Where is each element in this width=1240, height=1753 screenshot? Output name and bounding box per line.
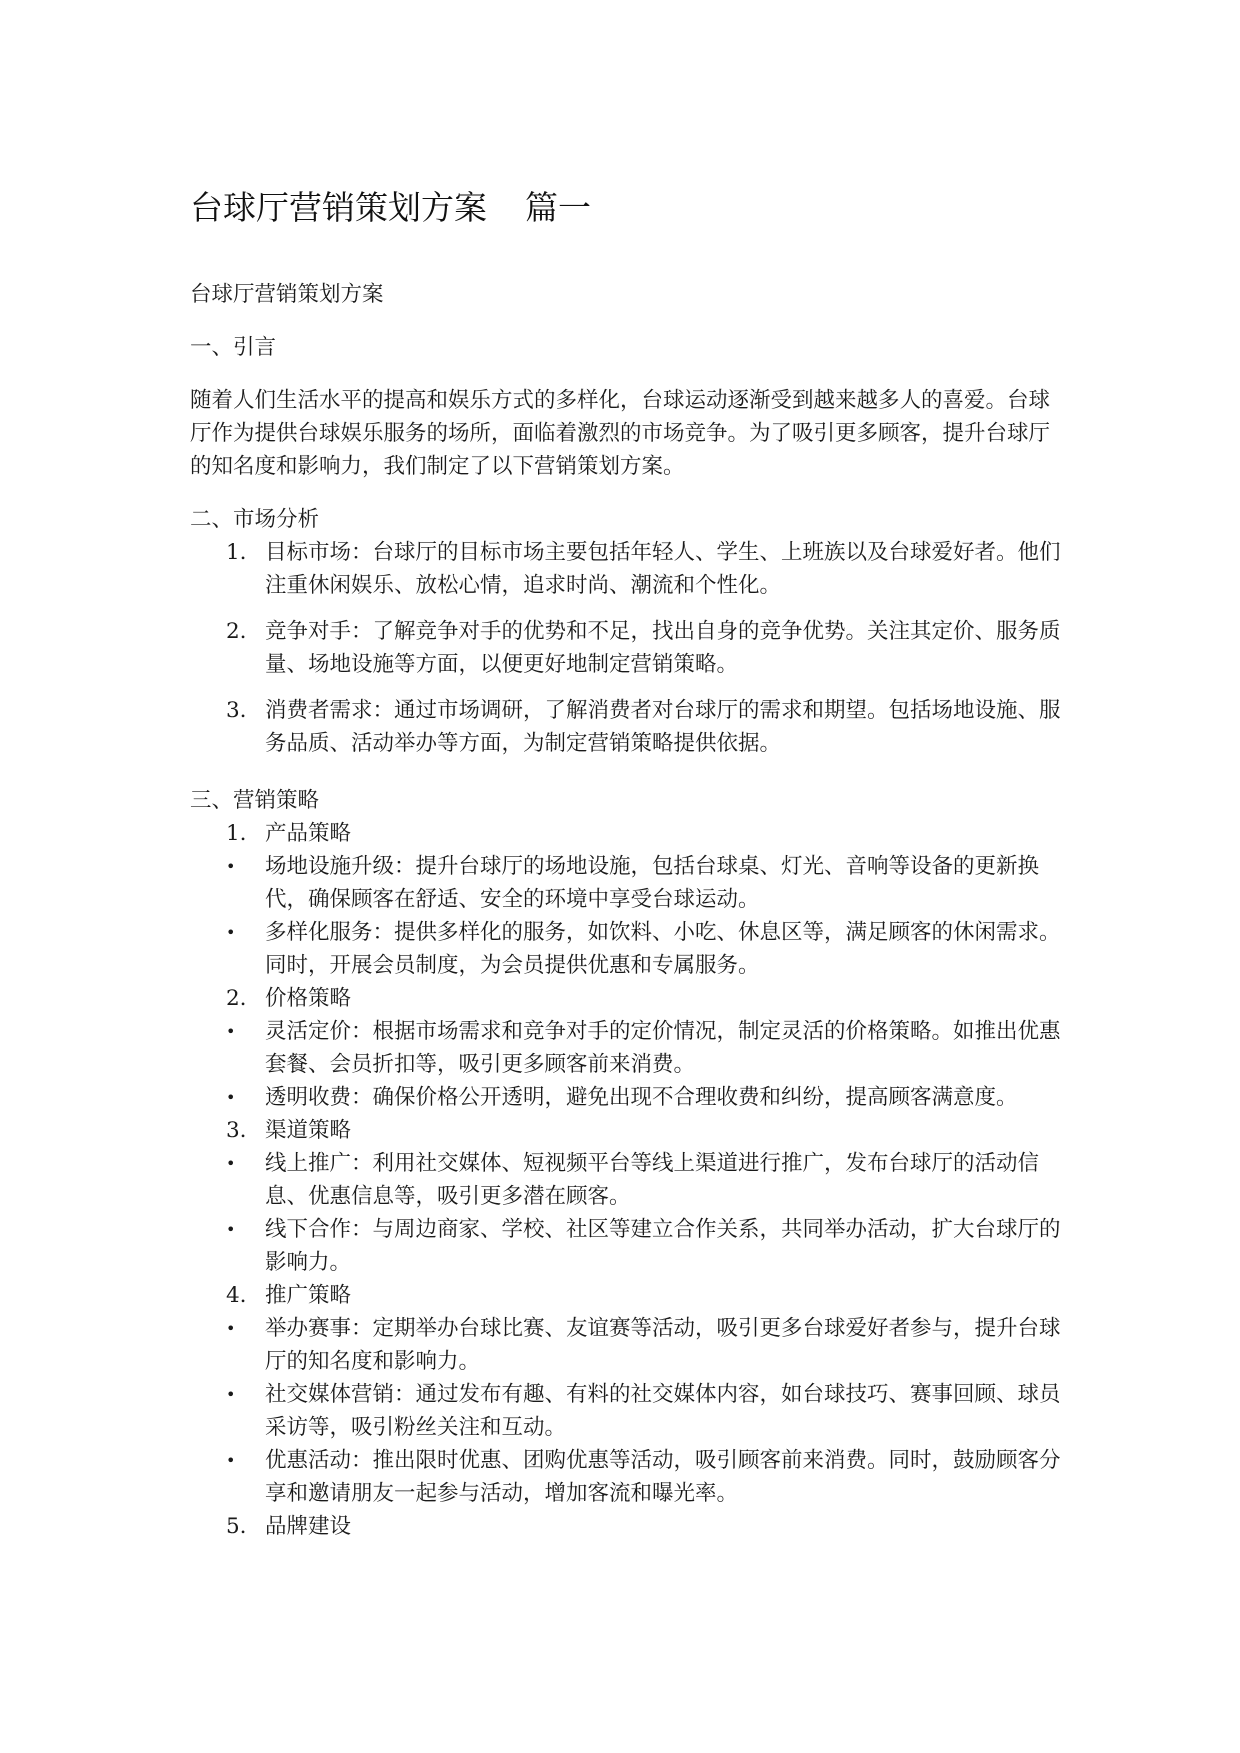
bullet-item — [190, 1444, 1070, 1510]
document-body — [190, 278, 1070, 1543]
title-main: 台球厅营销策划方案 — [190, 188, 487, 227]
bullet-icon: • — [226, 1220, 236, 1239]
strategy-group-title — [190, 817, 1070, 850]
bullet-text: 线下合作：与周边商家、学校、社区等建立合作关系，共同举办活动，扩大台球厅的影响力。 — [265, 1217, 1061, 1275]
strategy-group-title — [190, 1279, 1070, 1312]
list-item — [190, 536, 1070, 602]
group-title-text: 品牌建设 — [265, 1514, 352, 1539]
list-item — [190, 694, 1070, 760]
bullet-icon: • — [226, 1319, 236, 1338]
section-heading-intro: 一、引言 — [190, 335, 277, 360]
bullet-text: 灵活定价：根据市场需求和竞争对手的定价情况，制定灵活的价格策略。如推出优惠套餐、会员折扣等，吸引更多顾客前来消费。 — [265, 1019, 1061, 1077]
bullet-text: 场地设施升级：提升台球厅的场地设施，包括台球桌、灯光、音响等设备的更新换代，确保顾客在舒适、安全的环境中享受台球运动。 — [265, 854, 1040, 912]
list-number: 5. — [226, 1514, 247, 1539]
list-number: 2. — [226, 986, 247, 1011]
strategy-group-title — [190, 1114, 1070, 1147]
list-item-text: 竞争对手：了解竞争对手的优势和不足，找出自身的竞争优势。关注其定价、服务质量、场地设施等方面，以便更好地制定营销策略。 — [265, 619, 1061, 677]
document-subtitle: 台球厅营销策划方案 — [190, 282, 384, 307]
section-heading-strategy: 三、营销策略 — [190, 788, 320, 813]
list-number: 1. — [226, 821, 247, 846]
bullet-item — [190, 1378, 1070, 1444]
bullet-item — [190, 850, 1070, 916]
bullet-text: 社交媒体营销：通过发布有趣、有料的社交媒体内容，如台球技巧、赛事回顾、球员采访等，吸引粉丝关注和互动。 — [265, 1382, 1061, 1440]
bullet-icon: • — [226, 923, 236, 942]
market-analysis-list — [190, 536, 1070, 760]
bullet-icon: • — [226, 1154, 236, 1173]
bullet-text: 优惠活动：推出限时优惠、团购优惠等活动，吸引顾客前来消费。同时，鼓励顾客分享和邀请朋友一起参与活动，增加客流和曝光率。 — [265, 1448, 1061, 1506]
bullet-icon: • — [226, 1022, 236, 1041]
section-heading-market: 二、市场分析 — [190, 507, 320, 532]
bullet-item — [190, 1015, 1070, 1081]
list-item-text: 消费者需求：通过市场调研，了解消费者对台球厅的需求和期望。包括场地设施、服务品质、活动举办等方面，为制定营销策略提供依据。 — [265, 698, 1061, 756]
bullet-text: 多样化服务：提供多样化的服务，如饮料、小吃、休息区等，满足顾客的休闲需求。同时，开展会员制度，为会员提供优惠和专属服务。 — [265, 920, 1061, 978]
bullet-item — [190, 1147, 1070, 1213]
list-number: 3. — [226, 1118, 247, 1143]
list-number: 1. — [226, 540, 247, 565]
group-title-text: 价格策略 — [265, 986, 352, 1011]
group-title-text: 渠道策略 — [265, 1118, 352, 1143]
group-title-text: 产品策略 — [265, 821, 352, 846]
title-suffix: 篇一 — [525, 188, 591, 227]
document-title — [190, 182, 591, 229]
list-item-text: 目标市场：台球厅的目标市场主要包括年轻人、学生、上班族以及台球爱好者。他们注重休闲娱乐、放松心情，追求时尚、潮流和个性化。 — [265, 540, 1061, 598]
list-number: 3. — [226, 698, 247, 723]
bullet-text: 举办赛事：定期举办台球比赛、友谊赛等活动，吸引更多台球爱好者参与，提升台球厅的知名度和影响力。 — [265, 1316, 1061, 1374]
bullet-item — [190, 1081, 1070, 1114]
list-item — [190, 615, 1070, 681]
bullet-text: 线上推广：利用社交媒体、短视频平台等线上渠道进行推广，发布台球厅的活动信息、优惠信息等，吸引更多潜在顾客。 — [265, 1151, 1040, 1209]
strategy-group-title — [190, 1510, 1070, 1543]
intro-paragraph: 随着人们生活水平的提高和娱乐方式的多样化，台球运动逐渐受到越来越多人的喜爱。台球厅作为提供台球娱乐服务的场所，面临着激烈的市场竞争。为了吸引更多顾客，提升台球厅的知名度和影响力，我们制定了以下营销策划方案。 — [190, 388, 1051, 479]
bullet-icon: • — [226, 1451, 236, 1470]
list-number: 4. — [226, 1283, 247, 1308]
bullet-icon: • — [226, 857, 236, 876]
bullet-text: 透明收费：确保价格公开透明，避免出现不合理收费和纠纷，提高顾客满意度。 — [265, 1085, 1018, 1110]
group-title-text: 推广策略 — [265, 1283, 352, 1308]
bullet-item — [190, 1213, 1070, 1279]
bullet-icon: • — [226, 1088, 236, 1107]
bullet-item — [190, 1312, 1070, 1378]
list-number: 2. — [226, 619, 247, 644]
bullet-icon: • — [226, 1385, 236, 1404]
bullet-item — [190, 916, 1070, 982]
strategy-group-title — [190, 982, 1070, 1015]
